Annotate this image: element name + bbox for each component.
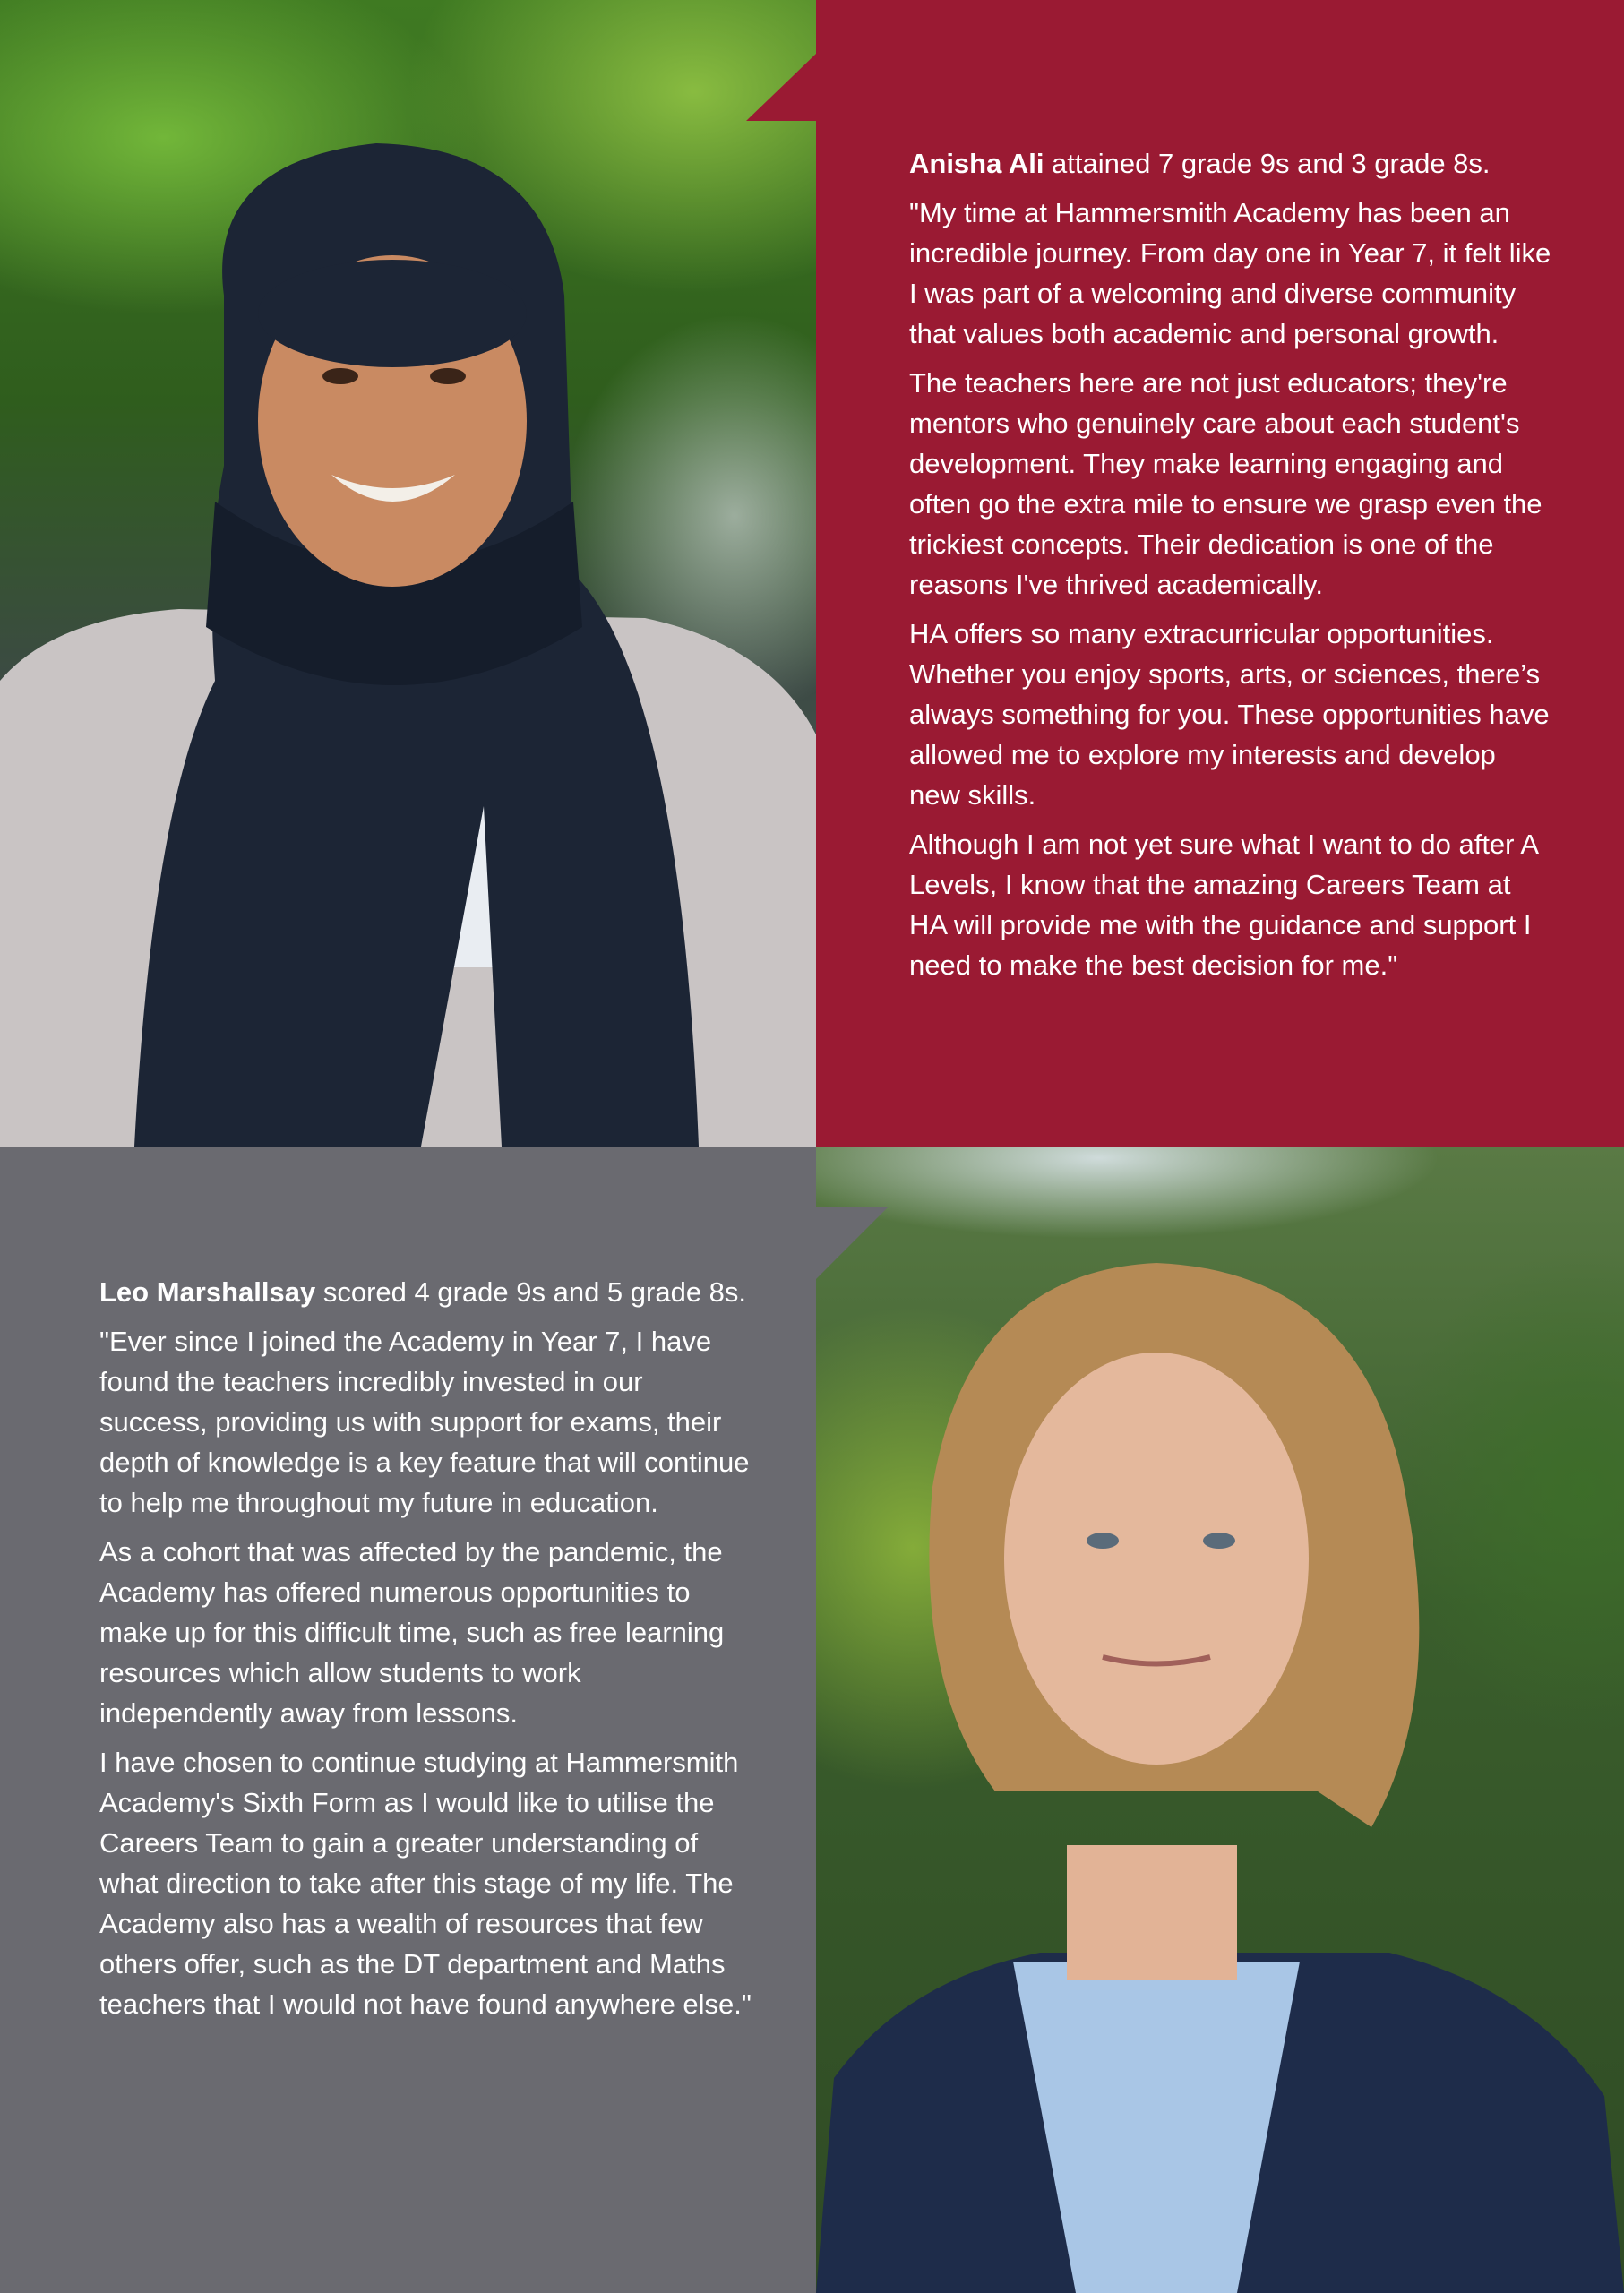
leo-paragraph-2: As a cohort that was affected by the pandemic, the Academy has offered numerous opportunities to make up for this difficult time, such as free learning resources which allow students to work independently away from lessons. — [99, 1536, 725, 1729]
anisha-paragraph-4: Although I am not yet sure what I want to do after A Levels, I know that the amazing Careers Team at HA will provide me with the guidance and support I need to make the best decision for me." — [909, 829, 1538, 981]
leo-result: scored 4 grade 9s and 5 grade 8s. — [315, 1276, 747, 1308]
leo-headline — [99, 1272, 753, 1312]
leo-panel-notch — [816, 1207, 888, 1279]
anisha-paragraph-3: HA offers so many extracurricular opportunities. Whether you enjoy sports, arts, or sciences, there’s always something for you. These opportunities have allowed me to explore my interests and develop new skills. — [909, 618, 1550, 811]
leo-paragraph-1: "Ever since I joined the Academy in Year 7, I have found the teachers incredibly invested in our success, providing us with support for exams, their depth of knowledge is a key feature that will continue to help me throughout my future in education. — [99, 1326, 750, 1518]
anisha-result: attained 7 grade 9s and 3 grade 8s. — [1044, 148, 1491, 179]
anisha-testimonial — [909, 143, 1554, 994]
anisha-portrait-illustration — [0, 0, 816, 1146]
anisha-paragraph-2: The teachers here are not just educators; they're mentors who genuinely care about each student's development. They make learning engaging and often go the extra mile to ensure we grasp even the trickiest concepts. Their dedication is one of the reasons I've thrived academically. — [909, 367, 1542, 600]
leo-photo — [816, 1146, 1624, 2293]
leo-name: Leo Marshallsay — [99, 1276, 316, 1308]
anisha-name: Anisha Ali — [909, 148, 1044, 179]
anisha-paragraph-1: "My time at Hammersmith Academy has been an incredible journey. From day one in Year 7, it felt like I was part of a welcoming and diverse community that values both academic and personal growth. — [909, 197, 1551, 349]
anisha-photo — [0, 0, 816, 1146]
anisha-panel-notch — [746, 54, 816, 121]
leo-paragraph-3: I have chosen to continue studying at Hammersmith Academy's Sixth Form as I would like to utilise the Careers Team to gain a greater understanding of what direction to take after this stage of my life. The Academy also has a wealth of resources that few others offer, such as the DT department and Maths teachers that I would not have found anywhere else." — [99, 1747, 752, 2020]
leo-testimonial — [99, 1272, 753, 2033]
anisha-headline — [909, 143, 1554, 184]
leo-portrait-illustration — [816, 1146, 1624, 2293]
